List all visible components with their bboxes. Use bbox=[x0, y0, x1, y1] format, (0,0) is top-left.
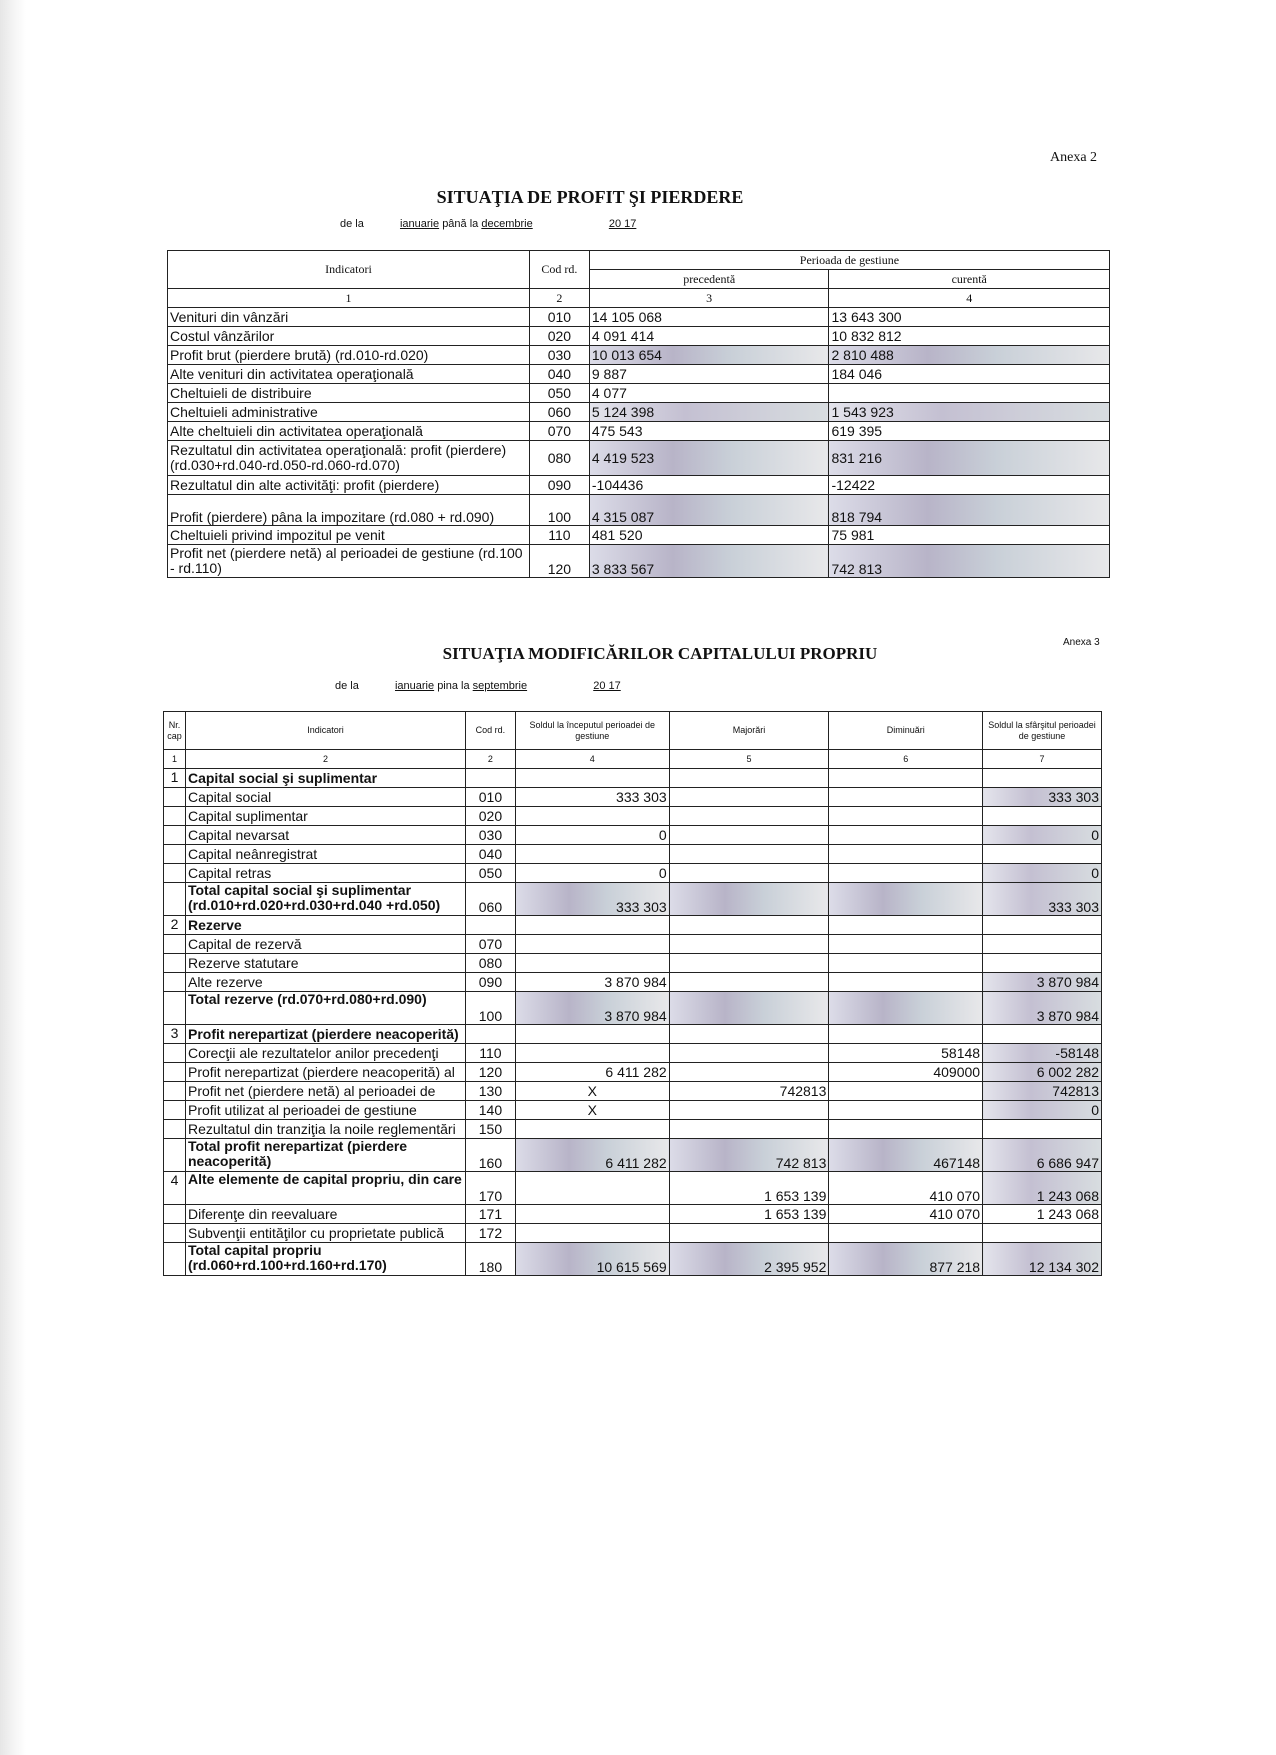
cell-cod: 040 bbox=[465, 845, 515, 864]
cell-label: Capital retras bbox=[185, 864, 465, 883]
table-row bbox=[164, 935, 1102, 954]
table-row bbox=[164, 916, 1102, 935]
cell-start: 10 615 569 bbox=[515, 1243, 669, 1276]
table-row bbox=[164, 826, 1102, 845]
cell-end: 333 303 bbox=[983, 883, 1102, 916]
row-label: Alte venituri din activitatea operaţională bbox=[168, 365, 530, 384]
cell-maj bbox=[669, 1044, 829, 1063]
period-end: decembrie bbox=[481, 218, 533, 230]
cell-label: Profit net (pierdere netă) al perioadei de bbox=[185, 1082, 465, 1101]
cell-cod: 140 bbox=[465, 1101, 515, 1120]
row-label: Venituri din vânzări bbox=[168, 308, 530, 327]
cell-maj bbox=[669, 769, 829, 788]
cell-maj bbox=[669, 1224, 829, 1243]
table-row bbox=[168, 346, 1110, 365]
cell-nr bbox=[164, 973, 186, 992]
scan-edge bbox=[0, 0, 26, 1755]
cell-end: 6 686 947 bbox=[983, 1139, 1102, 1172]
cell-nr bbox=[164, 954, 186, 973]
cell-end bbox=[983, 1224, 1102, 1243]
table-row bbox=[164, 1063, 1102, 1082]
cell-maj bbox=[669, 1025, 829, 1044]
row-curr: 2 810 488 bbox=[829, 346, 1110, 365]
cell-cod: 160 bbox=[465, 1139, 515, 1172]
cell-maj bbox=[669, 845, 829, 864]
cell-cod: 130 bbox=[465, 1082, 515, 1101]
cell-start: 3 870 984 bbox=[515, 992, 669, 1025]
cell-dim bbox=[829, 883, 983, 916]
col-num-6: 6 bbox=[829, 750, 983, 769]
cell-nr: 4 bbox=[164, 1172, 186, 1205]
anexa-3-label: Anexa 3 bbox=[1063, 637, 1100, 648]
cell-start bbox=[515, 1025, 669, 1044]
cell-end: 3 870 984 bbox=[983, 973, 1102, 992]
row-label: Cheltuieli administrative bbox=[168, 403, 530, 422]
cell-cod: 170 bbox=[465, 1172, 515, 1205]
cell-start: X bbox=[515, 1082, 669, 1101]
cell-dim bbox=[829, 1224, 983, 1243]
cell-dim: 467148 bbox=[829, 1139, 983, 1172]
cell-start: 0 bbox=[515, 826, 669, 845]
col-precedenta: precedentă bbox=[589, 270, 829, 289]
equity-changes-table bbox=[163, 711, 1102, 1276]
cell-label: Total profit nerepartizat (pierdere neacoperită) bbox=[185, 1139, 465, 1172]
cell-start bbox=[515, 769, 669, 788]
cell-dim bbox=[829, 807, 983, 826]
col-num-5: 5 bbox=[669, 750, 829, 769]
cell-maj bbox=[669, 992, 829, 1025]
table-row bbox=[164, 1139, 1102, 1172]
cell-cod: 180 bbox=[465, 1243, 515, 1276]
cell-maj: 742 813 bbox=[669, 1139, 829, 1172]
col-diminuari: Diminuări bbox=[829, 712, 983, 750]
table-row bbox=[164, 1025, 1102, 1044]
cell-cod: 060 bbox=[465, 883, 515, 916]
cell-nr bbox=[164, 1101, 186, 1120]
col-perioada: Perioada de gestiune bbox=[589, 251, 1109, 270]
cell-label: Profit utilizat al perioadei de gestiune bbox=[185, 1101, 465, 1120]
cell-dim bbox=[829, 954, 983, 973]
table-row bbox=[168, 365, 1110, 384]
cell-nr bbox=[164, 1063, 186, 1082]
table-row bbox=[164, 1044, 1102, 1063]
cell-dim bbox=[829, 1120, 983, 1139]
cell-label: Capital de rezervă bbox=[185, 935, 465, 954]
table-row bbox=[168, 403, 1110, 422]
row-label: Cheltuieli privind impozitul pe venit bbox=[168, 526, 530, 545]
cell-end: 742813 bbox=[983, 1082, 1102, 1101]
row-curr: 619 395 bbox=[829, 422, 1110, 441]
cell-start bbox=[515, 954, 669, 973]
cell-nr bbox=[164, 845, 186, 864]
cell-maj bbox=[669, 826, 829, 845]
cell-start bbox=[515, 807, 669, 826]
table-row bbox=[164, 864, 1102, 883]
cell-maj bbox=[669, 1101, 829, 1120]
cell-label: Total rezerve (rd.070+rd.080+rd.090) bbox=[185, 992, 465, 1025]
col-num-4: 4 bbox=[515, 750, 669, 769]
equity-changes-title: SITUAŢIA MODIFICĂRILOR CAPITALULUI PROPRIU bbox=[442, 644, 878, 663]
cell-nr bbox=[164, 788, 186, 807]
period-to-label: până la bbox=[442, 218, 479, 230]
period-year: 20 17 bbox=[608, 218, 637, 230]
cell-start: 3 870 984 bbox=[515, 973, 669, 992]
row-cod: 010 bbox=[529, 308, 589, 327]
cell-end bbox=[983, 935, 1102, 954]
period-1 bbox=[340, 218, 636, 230]
row-curr: 818 794 bbox=[829, 495, 1110, 526]
period-from-label: de la bbox=[340, 218, 364, 230]
cell-start bbox=[515, 1044, 669, 1063]
col-sold-sfarsit: Soldul la sfârşitul perioadei de gestiune bbox=[983, 712, 1102, 750]
cell-end: 0 bbox=[983, 826, 1102, 845]
cell-start bbox=[515, 1224, 669, 1243]
profit-loss-title: SITUAŢIA DE PROFIT ŞI PIERDERE bbox=[436, 187, 744, 207]
table-row bbox=[164, 1224, 1102, 1243]
cell-cod: 120 bbox=[465, 1063, 515, 1082]
cell-end: 1 243 068 bbox=[983, 1172, 1102, 1205]
table-row bbox=[168, 441, 1110, 476]
row-label: Profit (pierdere) pâna la impozitare (rd.080 + rd.090) bbox=[168, 495, 530, 526]
cell-end bbox=[983, 916, 1102, 935]
cell-start: 6 411 282 bbox=[515, 1063, 669, 1082]
cell-start bbox=[515, 1172, 669, 1205]
cell-dim bbox=[829, 845, 983, 864]
row-label: Costul vânzărilor bbox=[168, 327, 530, 346]
cell-start bbox=[515, 1120, 669, 1139]
cell-end: 0 bbox=[983, 1101, 1102, 1120]
row-prev: 4 077 bbox=[589, 384, 829, 403]
col-indicatori: Indicatori bbox=[168, 251, 530, 289]
cell-dim: 410 070 bbox=[829, 1172, 983, 1205]
table-row bbox=[168, 327, 1110, 346]
col-num-2: 2 bbox=[185, 750, 465, 769]
cell-cod: 150 bbox=[465, 1120, 515, 1139]
row-prev: 10 013 654 bbox=[589, 346, 829, 365]
cell-cod: 010 bbox=[465, 788, 515, 807]
table-row bbox=[164, 973, 1102, 992]
cell-dim: 410 070 bbox=[829, 1205, 983, 1224]
cell-label: Corecţii ale rezultatelor anilor precedenţi bbox=[185, 1044, 465, 1063]
row-cod: 100 bbox=[529, 495, 589, 526]
cell-maj bbox=[669, 1063, 829, 1082]
row-label: Alte cheltuieli din activitatea operaţională bbox=[168, 422, 530, 441]
row-prev: 4 091 414 bbox=[589, 327, 829, 346]
cell-start: 0 bbox=[515, 864, 669, 883]
cell-label: Capital nevarsat bbox=[185, 826, 465, 845]
cell-maj bbox=[669, 1120, 829, 1139]
cell-nr bbox=[164, 1243, 186, 1276]
cell-label: Rezerve statutare bbox=[185, 954, 465, 973]
row-prev: -104436 bbox=[589, 476, 829, 495]
row-label: Profit brut (pierdere brută) (rd.010-rd.020) bbox=[168, 346, 530, 365]
row-curr: 75 981 bbox=[829, 526, 1110, 545]
cell-dim bbox=[829, 864, 983, 883]
col-majorari: Majorări bbox=[669, 712, 829, 750]
table-row bbox=[168, 526, 1110, 545]
col-cod: Cod rd. bbox=[465, 712, 515, 750]
cell-dim bbox=[829, 1025, 983, 1044]
row-curr: 10 832 812 bbox=[829, 327, 1110, 346]
cell-maj: 742813 bbox=[669, 1082, 829, 1101]
col-sold-inceput: Soldul la începutul perioadei de gestiune bbox=[515, 712, 669, 750]
cell-cod: 050 bbox=[465, 864, 515, 883]
cell-nr bbox=[164, 807, 186, 826]
cell-maj bbox=[669, 883, 829, 916]
cell-dim bbox=[829, 992, 983, 1025]
cell-start: 6 411 282 bbox=[515, 1139, 669, 1172]
cell-label: Total capital social şi suplimentar (rd.010+rd.020+rd.030+rd.040 +rd.050) bbox=[185, 883, 465, 916]
cell-dim: 409000 bbox=[829, 1063, 983, 1082]
row-cod: 120 bbox=[529, 545, 589, 578]
table-row bbox=[164, 1172, 1102, 1205]
row-prev: 475 543 bbox=[589, 422, 829, 441]
row-prev: 9 887 bbox=[589, 365, 829, 384]
row-prev: 4 419 523 bbox=[589, 441, 829, 476]
cell-dim bbox=[829, 916, 983, 935]
row-curr: 13 643 300 bbox=[829, 308, 1110, 327]
cell-label: Capital social bbox=[185, 788, 465, 807]
cell-nr bbox=[164, 826, 186, 845]
table-row bbox=[164, 1120, 1102, 1139]
period-start: ianuarie bbox=[394, 680, 435, 692]
cell-nr bbox=[164, 1120, 186, 1139]
period-to-label: pina la bbox=[437, 680, 470, 692]
cell-label: Subvenţii entităţilor cu proprietate publică bbox=[185, 1224, 465, 1243]
row-cod: 110 bbox=[529, 526, 589, 545]
cell-label: Rezerve bbox=[185, 916, 465, 935]
cell-dim bbox=[829, 1082, 983, 1101]
cell-dim bbox=[829, 826, 983, 845]
period-start: ianuarie bbox=[399, 218, 440, 230]
row-prev: 14 105 068 bbox=[589, 308, 829, 327]
cell-dim bbox=[829, 769, 983, 788]
cell-end: 6 002 282 bbox=[983, 1063, 1102, 1082]
cell-end bbox=[983, 769, 1102, 788]
row-label: Rezultatul din activitatea operaţională: profit (pierdere) (rd.030+rd.040-rd.050-rd.060-rd.070) bbox=[168, 441, 530, 476]
cell-maj bbox=[669, 973, 829, 992]
table-row bbox=[164, 1101, 1102, 1120]
cell-nr bbox=[164, 1044, 186, 1063]
cell-dim bbox=[829, 788, 983, 807]
col-num-2b: 2 bbox=[465, 750, 515, 769]
row-cod: 020 bbox=[529, 327, 589, 346]
row-prev: 5 124 398 bbox=[589, 403, 829, 422]
cell-maj bbox=[669, 935, 829, 954]
cell-cod: 020 bbox=[465, 807, 515, 826]
cell-dim bbox=[829, 973, 983, 992]
cell-dim: 877 218 bbox=[829, 1243, 983, 1276]
cell-label: Total capital propriu (rd.060+rd.100+rd.160+rd.170) bbox=[185, 1243, 465, 1276]
cell-maj bbox=[669, 864, 829, 883]
row-prev: 4 315 087 bbox=[589, 495, 829, 526]
table-row bbox=[168, 495, 1110, 526]
cell-label: Alte rezerve bbox=[185, 973, 465, 992]
row-curr bbox=[829, 384, 1110, 403]
row-label: Rezultatul din alte activităţi: profit (pierdere) bbox=[168, 476, 530, 495]
table-row bbox=[164, 807, 1102, 826]
cell-start: 333 303 bbox=[515, 883, 669, 916]
cell-cod: 172 bbox=[465, 1224, 515, 1243]
row-curr: -12422 bbox=[829, 476, 1110, 495]
row-cod: 090 bbox=[529, 476, 589, 495]
cell-nr bbox=[164, 864, 186, 883]
col-num-4: 4 bbox=[829, 289, 1110, 308]
col-num-1: 1 bbox=[168, 289, 530, 308]
anexa-2-label: Anexa 2 bbox=[1050, 150, 1098, 165]
cell-end bbox=[983, 1120, 1102, 1139]
cell-start bbox=[515, 935, 669, 954]
cell-start bbox=[515, 1205, 669, 1224]
cell-label: Capital neânregistrat bbox=[185, 845, 465, 864]
cell-end bbox=[983, 807, 1102, 826]
cell-maj bbox=[669, 916, 829, 935]
col-num-2: 2 bbox=[529, 289, 589, 308]
table-row bbox=[164, 788, 1102, 807]
col-num-3: 3 bbox=[589, 289, 829, 308]
table-row bbox=[168, 384, 1110, 403]
row-cod: 040 bbox=[529, 365, 589, 384]
cell-end bbox=[983, 1025, 1102, 1044]
cell-label: Capital suplimentar bbox=[185, 807, 465, 826]
table-row bbox=[164, 769, 1102, 788]
row-curr: 742 813 bbox=[829, 545, 1110, 578]
cell-nr bbox=[164, 1205, 186, 1224]
cell-maj bbox=[669, 954, 829, 973]
cell-label: Rezultatul din tranziţia la noile reglementări bbox=[185, 1120, 465, 1139]
cell-nr bbox=[164, 935, 186, 954]
col-curenta: curentă bbox=[829, 270, 1110, 289]
period-end: septembrie bbox=[472, 680, 528, 692]
row-curr: 1 543 923 bbox=[829, 403, 1110, 422]
table-row bbox=[168, 545, 1110, 578]
cell-end bbox=[983, 845, 1102, 864]
cell-nr bbox=[164, 992, 186, 1025]
cell-cod bbox=[465, 769, 515, 788]
cell-dim: 58148 bbox=[829, 1044, 983, 1063]
table-row bbox=[168, 308, 1110, 327]
table-row bbox=[164, 845, 1102, 864]
row-prev: 3 833 567 bbox=[589, 545, 829, 578]
cell-start bbox=[515, 916, 669, 935]
cell-end: 0 bbox=[983, 864, 1102, 883]
cell-end: 333 303 bbox=[983, 788, 1102, 807]
profit-loss-table bbox=[167, 250, 1110, 578]
row-prev: 481 520 bbox=[589, 526, 829, 545]
cell-maj: 1 653 139 bbox=[669, 1205, 829, 1224]
col-nr: Nr. cap bbox=[164, 712, 186, 750]
row-label: Cheltuieli de distribuire bbox=[168, 384, 530, 403]
cell-cod: 030 bbox=[465, 826, 515, 845]
cell-nr bbox=[164, 1224, 186, 1243]
cell-end: -58148 bbox=[983, 1044, 1102, 1063]
row-curr: 184 046 bbox=[829, 365, 1110, 384]
cell-label: Alte elemente de capital propriu, din care bbox=[185, 1172, 465, 1205]
cell-maj bbox=[669, 788, 829, 807]
cell-start bbox=[515, 845, 669, 864]
cell-maj: 1 653 139 bbox=[669, 1172, 829, 1205]
col-num-7: 7 bbox=[983, 750, 1102, 769]
row-cod: 060 bbox=[529, 403, 589, 422]
cell-end: 1 243 068 bbox=[983, 1205, 1102, 1224]
row-cod: 070 bbox=[529, 422, 589, 441]
cell-label: Capital social şi suplimentar bbox=[185, 769, 465, 788]
table-row bbox=[164, 1205, 1102, 1224]
period-year: 20 17 bbox=[593, 680, 621, 692]
cell-dim bbox=[829, 935, 983, 954]
cell-nr bbox=[164, 883, 186, 916]
cell-cod: 090 bbox=[465, 973, 515, 992]
cell-end: 3 870 984 bbox=[983, 992, 1102, 1025]
cell-cod: 171 bbox=[465, 1205, 515, 1224]
cell-label: Profit nerepartizat (pierdere neacoperită) al bbox=[185, 1063, 465, 1082]
row-cod: 080 bbox=[529, 441, 589, 476]
cell-label: Profit nerepartizat (pierdere neacoperită) bbox=[185, 1025, 465, 1044]
cell-nr: 2 bbox=[164, 916, 186, 935]
cell-start: 333 303 bbox=[515, 788, 669, 807]
cell-cod: 070 bbox=[465, 935, 515, 954]
table-row bbox=[164, 954, 1102, 973]
period-from-label: de la bbox=[335, 680, 359, 692]
col-num-1: 1 bbox=[164, 750, 186, 769]
cell-maj: 2 395 952 bbox=[669, 1243, 829, 1276]
cell-nr: 1 bbox=[164, 769, 186, 788]
cell-end: 12 134 302 bbox=[983, 1243, 1102, 1276]
cell-cod bbox=[465, 916, 515, 935]
table-row bbox=[168, 476, 1110, 495]
cell-nr: 3 bbox=[164, 1025, 186, 1044]
cell-cod: 110 bbox=[465, 1044, 515, 1063]
table-row bbox=[168, 422, 1110, 441]
period-2 bbox=[335, 680, 621, 692]
row-cod: 050 bbox=[529, 384, 589, 403]
table-row bbox=[164, 1082, 1102, 1101]
row-cod: 030 bbox=[529, 346, 589, 365]
cell-cod bbox=[465, 1025, 515, 1044]
equity-rows bbox=[164, 769, 1102, 1276]
cell-nr bbox=[164, 1139, 186, 1172]
cell-end bbox=[983, 954, 1102, 973]
table-row bbox=[164, 992, 1102, 1025]
cell-cod: 100 bbox=[465, 992, 515, 1025]
cell-cod: 080 bbox=[465, 954, 515, 973]
cell-start: X bbox=[515, 1101, 669, 1120]
table-row bbox=[164, 1243, 1102, 1276]
cell-label: Diferenţe din reevaluare bbox=[185, 1205, 465, 1224]
cell-dim bbox=[829, 1101, 983, 1120]
row-curr: 831 216 bbox=[829, 441, 1110, 476]
cell-nr bbox=[164, 1082, 186, 1101]
cell-maj bbox=[669, 807, 829, 826]
col-indicatori: Indicatori bbox=[185, 712, 465, 750]
table-row bbox=[164, 883, 1102, 916]
row-label: Profit net (pierdere netă) al perioadei de gestiune (rd.100 - rd.110) bbox=[168, 545, 530, 578]
col-cod: Cod rd. bbox=[529, 251, 589, 289]
